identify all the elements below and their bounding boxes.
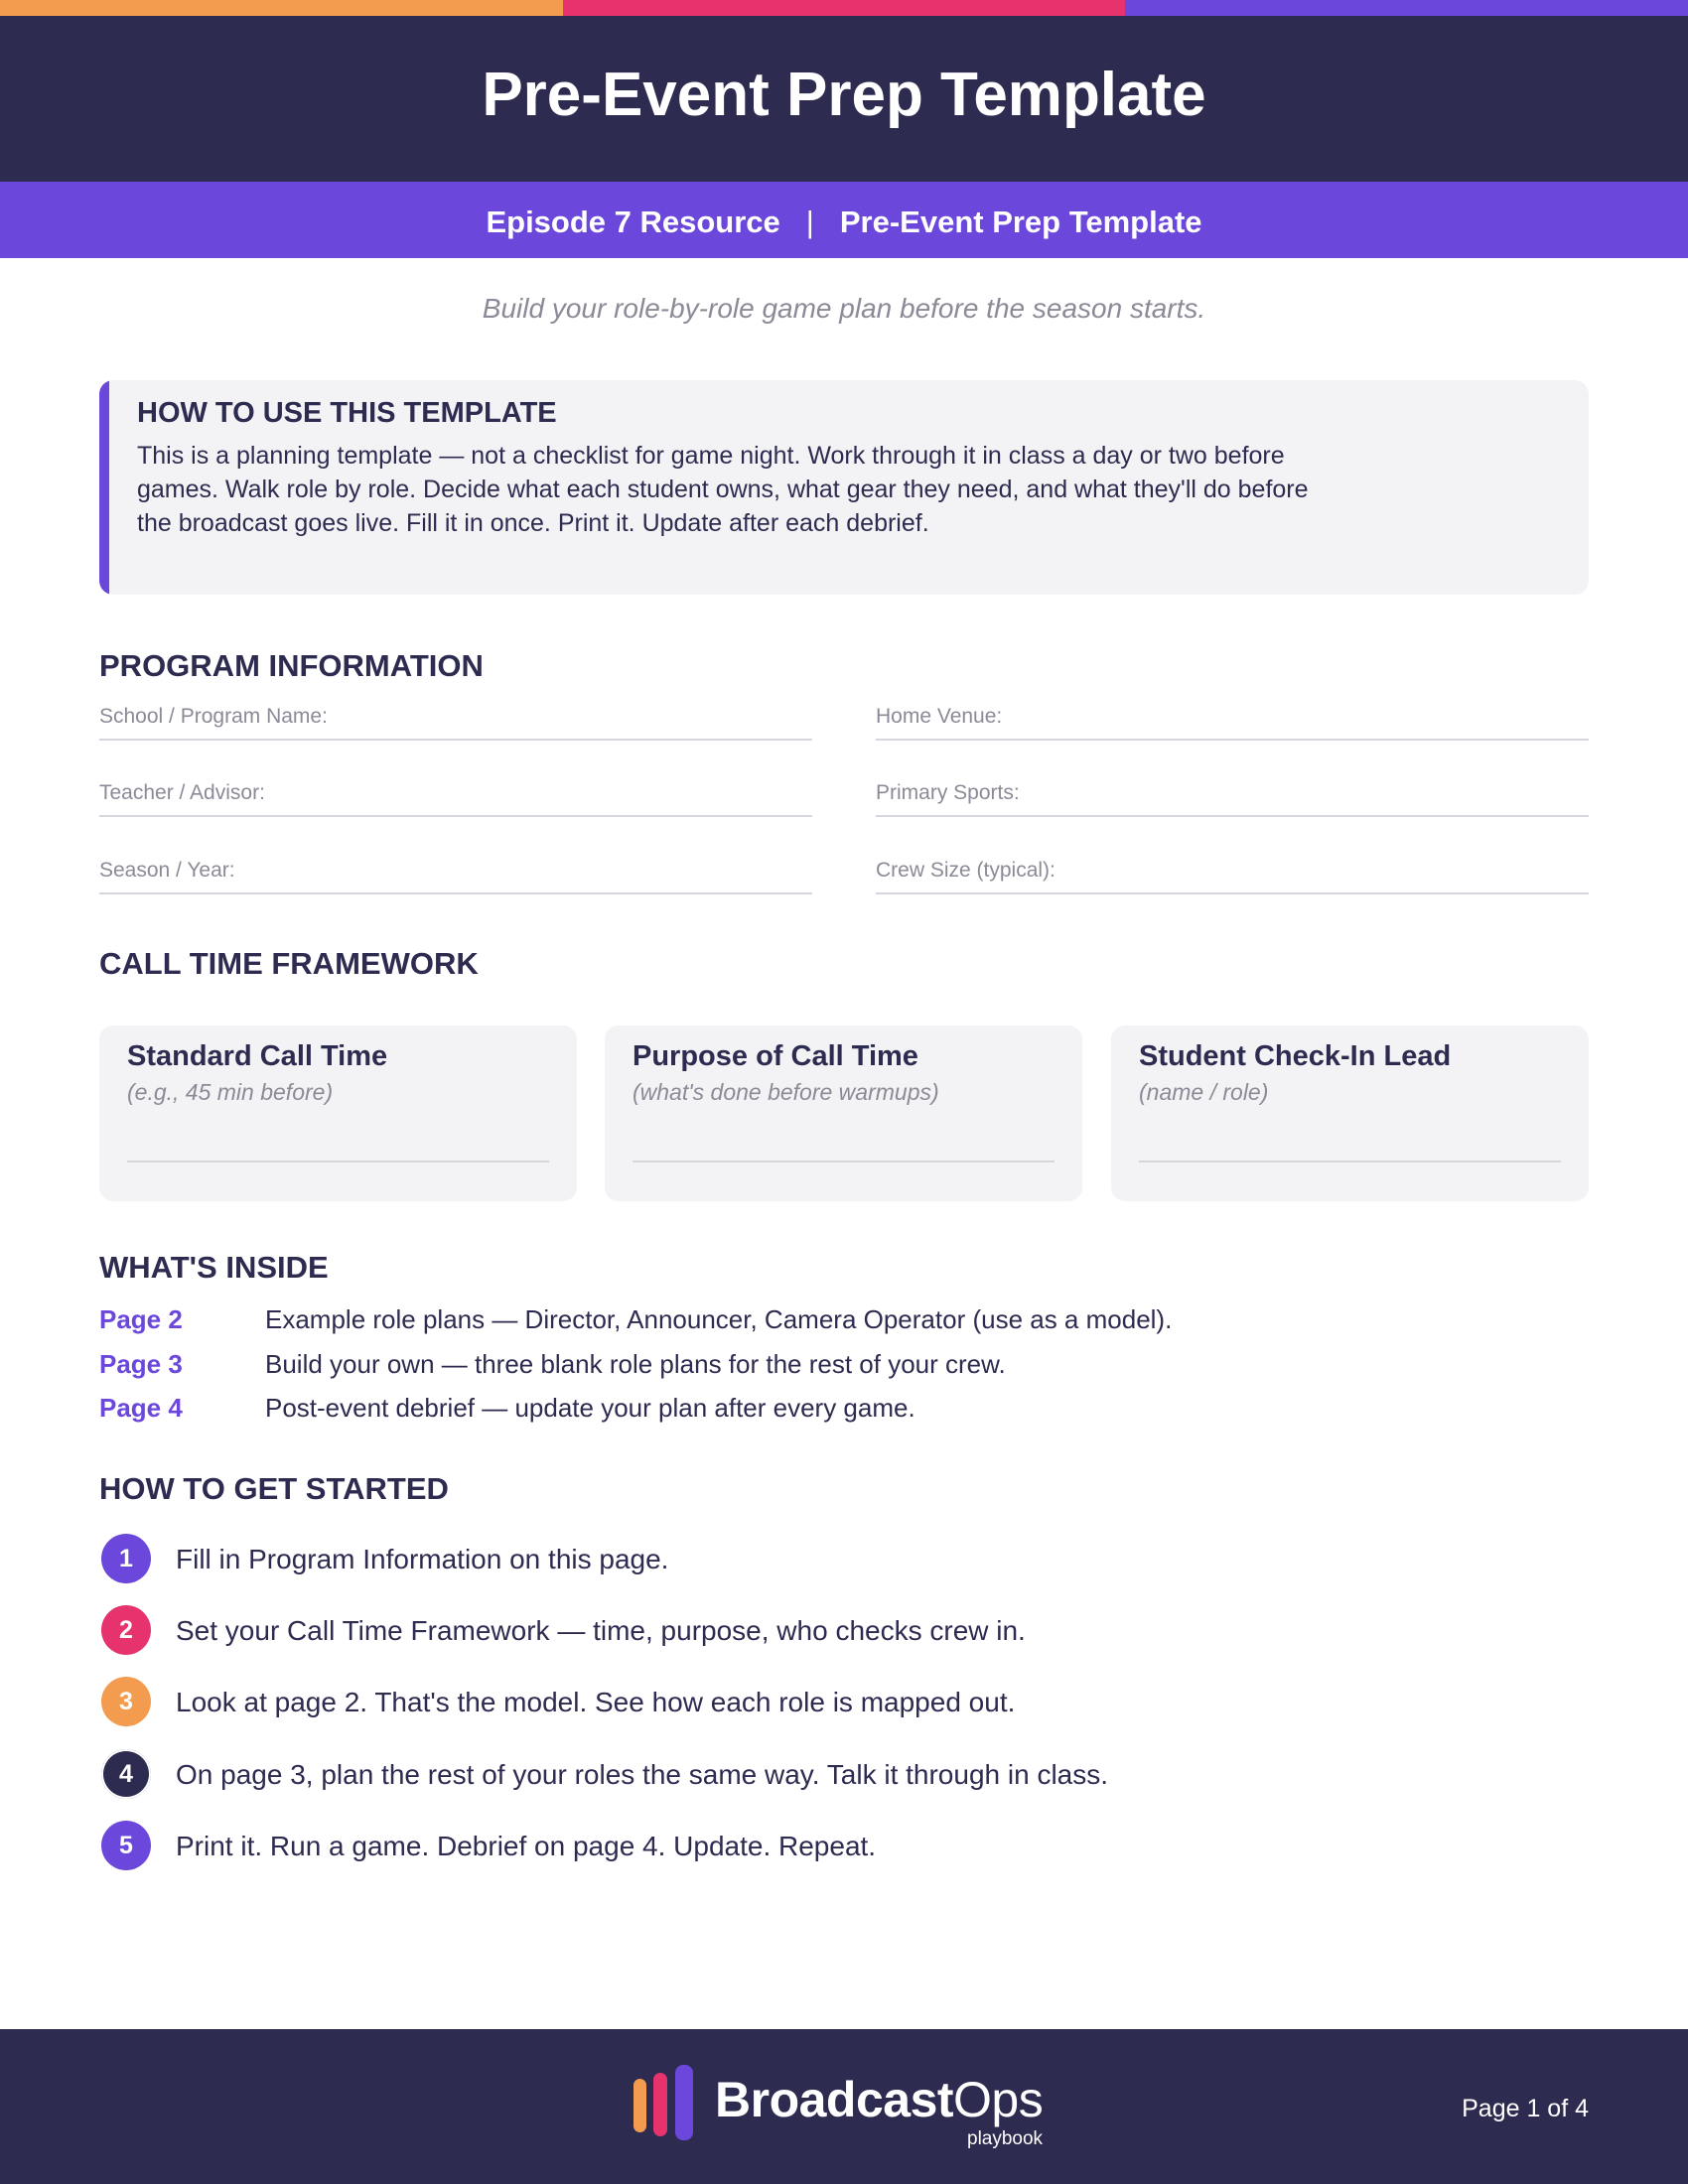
how-to-use-body: This is a planning template — not a checklist for game night. Work through it in class a day or two before games. Walk role by role. Decide what each student owns, what gear they need, and what they'll do before the broadcast goes live. Fill it in once. Print it. Update after each debrief. (137, 442, 1309, 537)
step-number-badge: 3 (101, 1677, 151, 1726)
field-label: Home Venue: (876, 705, 1003, 728)
stripe-orange (0, 0, 563, 16)
step-text: Fill in Program Information on this page. (176, 1544, 669, 1574)
inside-row (99, 1349, 1589, 1389)
step-number-badge: 1 (101, 1534, 151, 1583)
whats-inside-heading: WHAT'S INSIDE (99, 1250, 329, 1285)
get-started-heading: HOW TO GET STARTED (99, 1471, 449, 1506)
call-time-card-purpose (605, 1025, 1082, 1201)
field-label: School / Program Name: (99, 705, 328, 728)
top-color-stripe (0, 0, 1688, 16)
inside-row (99, 1393, 1589, 1433)
page-title: Pre-Event Prep Template (482, 61, 1206, 129)
card-write-line[interactable] (633, 1160, 1055, 1162)
step-item (99, 1677, 1589, 1732)
school-program-name-field[interactable] (99, 695, 812, 741)
step-number-badge: 2 (101, 1605, 151, 1655)
card-title: Purpose of Call Time (633, 1040, 918, 1072)
template-label: Pre-Event Prep Template (839, 205, 1202, 239)
subtitle-line (0, 205, 1688, 240)
how-to-use-callout (99, 380, 1589, 595)
call-time-heading: CALL TIME FRAMEWORK (99, 946, 479, 981)
callout-accent-bar (99, 380, 109, 595)
logo-subtitle: playbook (967, 2128, 1044, 2149)
card-write-line[interactable] (1139, 1160, 1561, 1162)
logo-word-light: Ops (953, 2072, 1044, 2127)
card-hint: (what's done before warmups) (633, 1079, 939, 1105)
title-banner (0, 16, 1688, 182)
tagline: Build your role-by-role game plan before the season starts. (482, 293, 1206, 324)
inside-row (99, 1304, 1589, 1344)
subtitle-banner (0, 182, 1688, 258)
page-desc: Post-event debrief — update your plan after every game. (265, 1393, 915, 1423)
step-text: Look at page 2. That's the model. See how each role is mapped out. (176, 1687, 1016, 1717)
broadcastops-logo-icon (633, 2065, 697, 2140)
step-text: Set your Call Time Framework — time, purpose, who checks crew in. (176, 1615, 1026, 1646)
subtitle-separator: | (805, 205, 814, 239)
logo-word-bold: Broadcast (715, 2072, 954, 2127)
episode-label: Episode 7 Resource (486, 205, 780, 239)
step-number-badge: 5 (101, 1821, 151, 1870)
card-hint: (e.g., 45 min before) (127, 1079, 334, 1105)
stripe-pink (563, 0, 1126, 16)
step-item (99, 1821, 1589, 1876)
page-ref: Page 3 (99, 1349, 183, 1379)
card-write-line[interactable] (127, 1160, 549, 1162)
field-label: Primary Sports: (876, 781, 1020, 804)
card-title: Standard Call Time (127, 1040, 388, 1072)
step-text: On page 3, plan the rest of your roles the same way. Talk it through in class. (176, 1759, 1109, 1790)
home-venue-field[interactable] (876, 695, 1589, 741)
stripe-purple (1125, 0, 1688, 16)
page-ref: Page 2 (99, 1304, 183, 1334)
season-year-field[interactable] (99, 849, 812, 894)
card-hint: (name / role) (1139, 1079, 1269, 1105)
program-info-heading: PROGRAM INFORMATION (99, 648, 484, 683)
field-label: Season / Year: (99, 859, 235, 882)
primary-sports-field[interactable] (876, 771, 1589, 817)
footer (0, 2029, 1688, 2184)
call-time-card-check-in (1111, 1025, 1589, 1201)
logo-wordmark (715, 2071, 1043, 2128)
step-item (99, 1534, 1589, 1589)
page-number: Page 1 of 4 (1462, 2095, 1589, 2122)
step-item (99, 1749, 1589, 1805)
field-label: Crew Size (typical): (876, 859, 1055, 882)
card-title: Student Check-In Lead (1139, 1040, 1452, 1072)
page-ref: Page 4 (99, 1393, 183, 1423)
crew-size-field[interactable] (876, 849, 1589, 894)
field-label: Teacher / Advisor: (99, 781, 265, 804)
page-desc: Build your own — three blank role plans for the rest of your crew. (265, 1349, 1006, 1379)
step-item (99, 1605, 1589, 1661)
page-desc: Example role plans — Director, Announcer, Camera Operator (use as a model). (265, 1304, 1173, 1334)
step-text: Print it. Run a game. Debrief on page 4. Update. Repeat. (176, 1831, 877, 1861)
how-to-use-heading: HOW TO USE THIS TEMPLATE (137, 397, 557, 429)
call-time-card-standard (99, 1025, 577, 1201)
teacher-advisor-field[interactable] (99, 771, 812, 817)
step-number-badge: 4 (101, 1749, 151, 1799)
